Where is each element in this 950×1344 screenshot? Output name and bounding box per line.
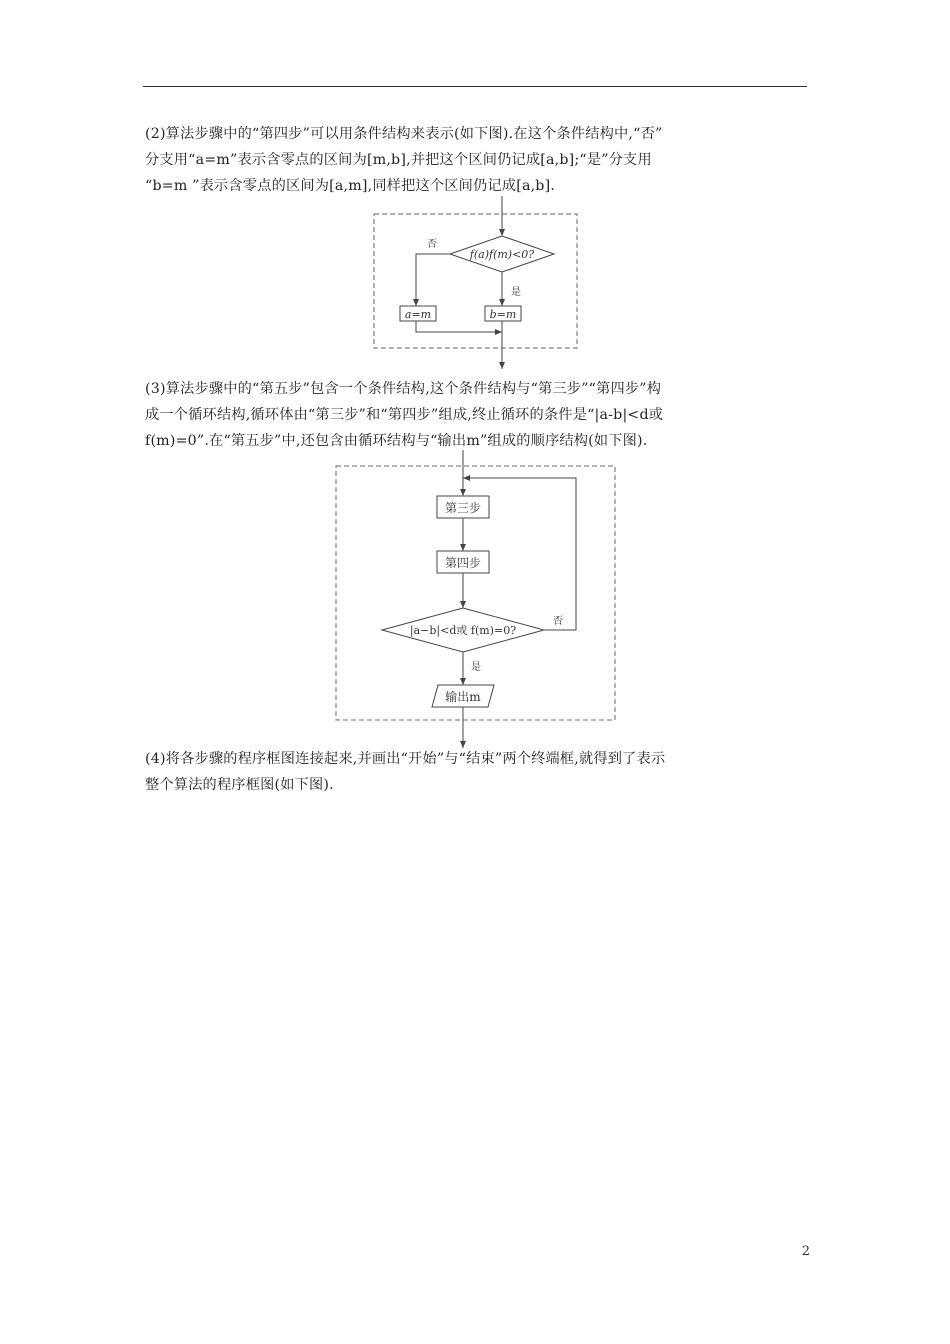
paragraph-2-line: (2)算法步骤中的“第四步”可以用条件结构来表示(如下图).在这个条件结构中,“否” [145, 126, 663, 142]
paragraph-4 [145, 746, 810, 798]
paragraph-2-line: 分支用“a=m”表示含零点的区间为[m,b],并把这个区间仍记成[a,b];“是”分支用 [145, 152, 652, 168]
step-three-text: 第三步 [444, 501, 482, 515]
no-label: 否 [553, 616, 563, 627]
yes-label: 是 [511, 287, 521, 298]
header-rule [143, 86, 807, 87]
output-text: 输出m [445, 690, 481, 704]
no-label: 否 [427, 239, 437, 250]
paragraph-3-line: (3)算法步骤中的“第五步”包含一个条件结构,这个条件结构与“第三步”“第四步”构 [145, 381, 662, 397]
page-number: 2 [801, 1244, 810, 1259]
paragraph-2 [145, 121, 810, 199]
dashed-frame [374, 214, 577, 348]
paragraph-2-line: “b=m ”表示含零点的区间为[a,m],同样把这个区间仍记成[a,b]. [145, 178, 556, 194]
assign-b-text: b=m [489, 308, 517, 321]
decision-text: |a−b|<d或 f(m)=0? [409, 624, 517, 637]
flowchart-loop [334, 450, 618, 750]
step-four-text: 第四步 [444, 556, 482, 570]
no-branch-line [416, 254, 450, 306]
merge-line [416, 321, 502, 332]
yes-label: 是 [471, 662, 481, 673]
paragraph-3 [145, 376, 810, 454]
assign-a-text: a=m [404, 308, 432, 321]
paragraph-4-line: 整个算法的程序框图(如下图). [145, 777, 334, 793]
paragraph-3-line: 成一个循环结构,循环体由“第三步”和“第四步”组成,终止循环的条件是“|a-b|<d或 [145, 407, 664, 423]
decision-text: f(a)f(m)<0? [469, 248, 535, 261]
flowchart-conditional [372, 196, 582, 371]
paragraph-4-line: (4)将各步骤的程序框图连接起来,并画出“开始”与“结束”两个终端框,就得到了表示 [145, 751, 666, 767]
paragraph-3-line: f(m)=0”.在“第五步”中,还包含由循环结构与“输出m”组成的顺序结构(如下图). [145, 433, 648, 449]
